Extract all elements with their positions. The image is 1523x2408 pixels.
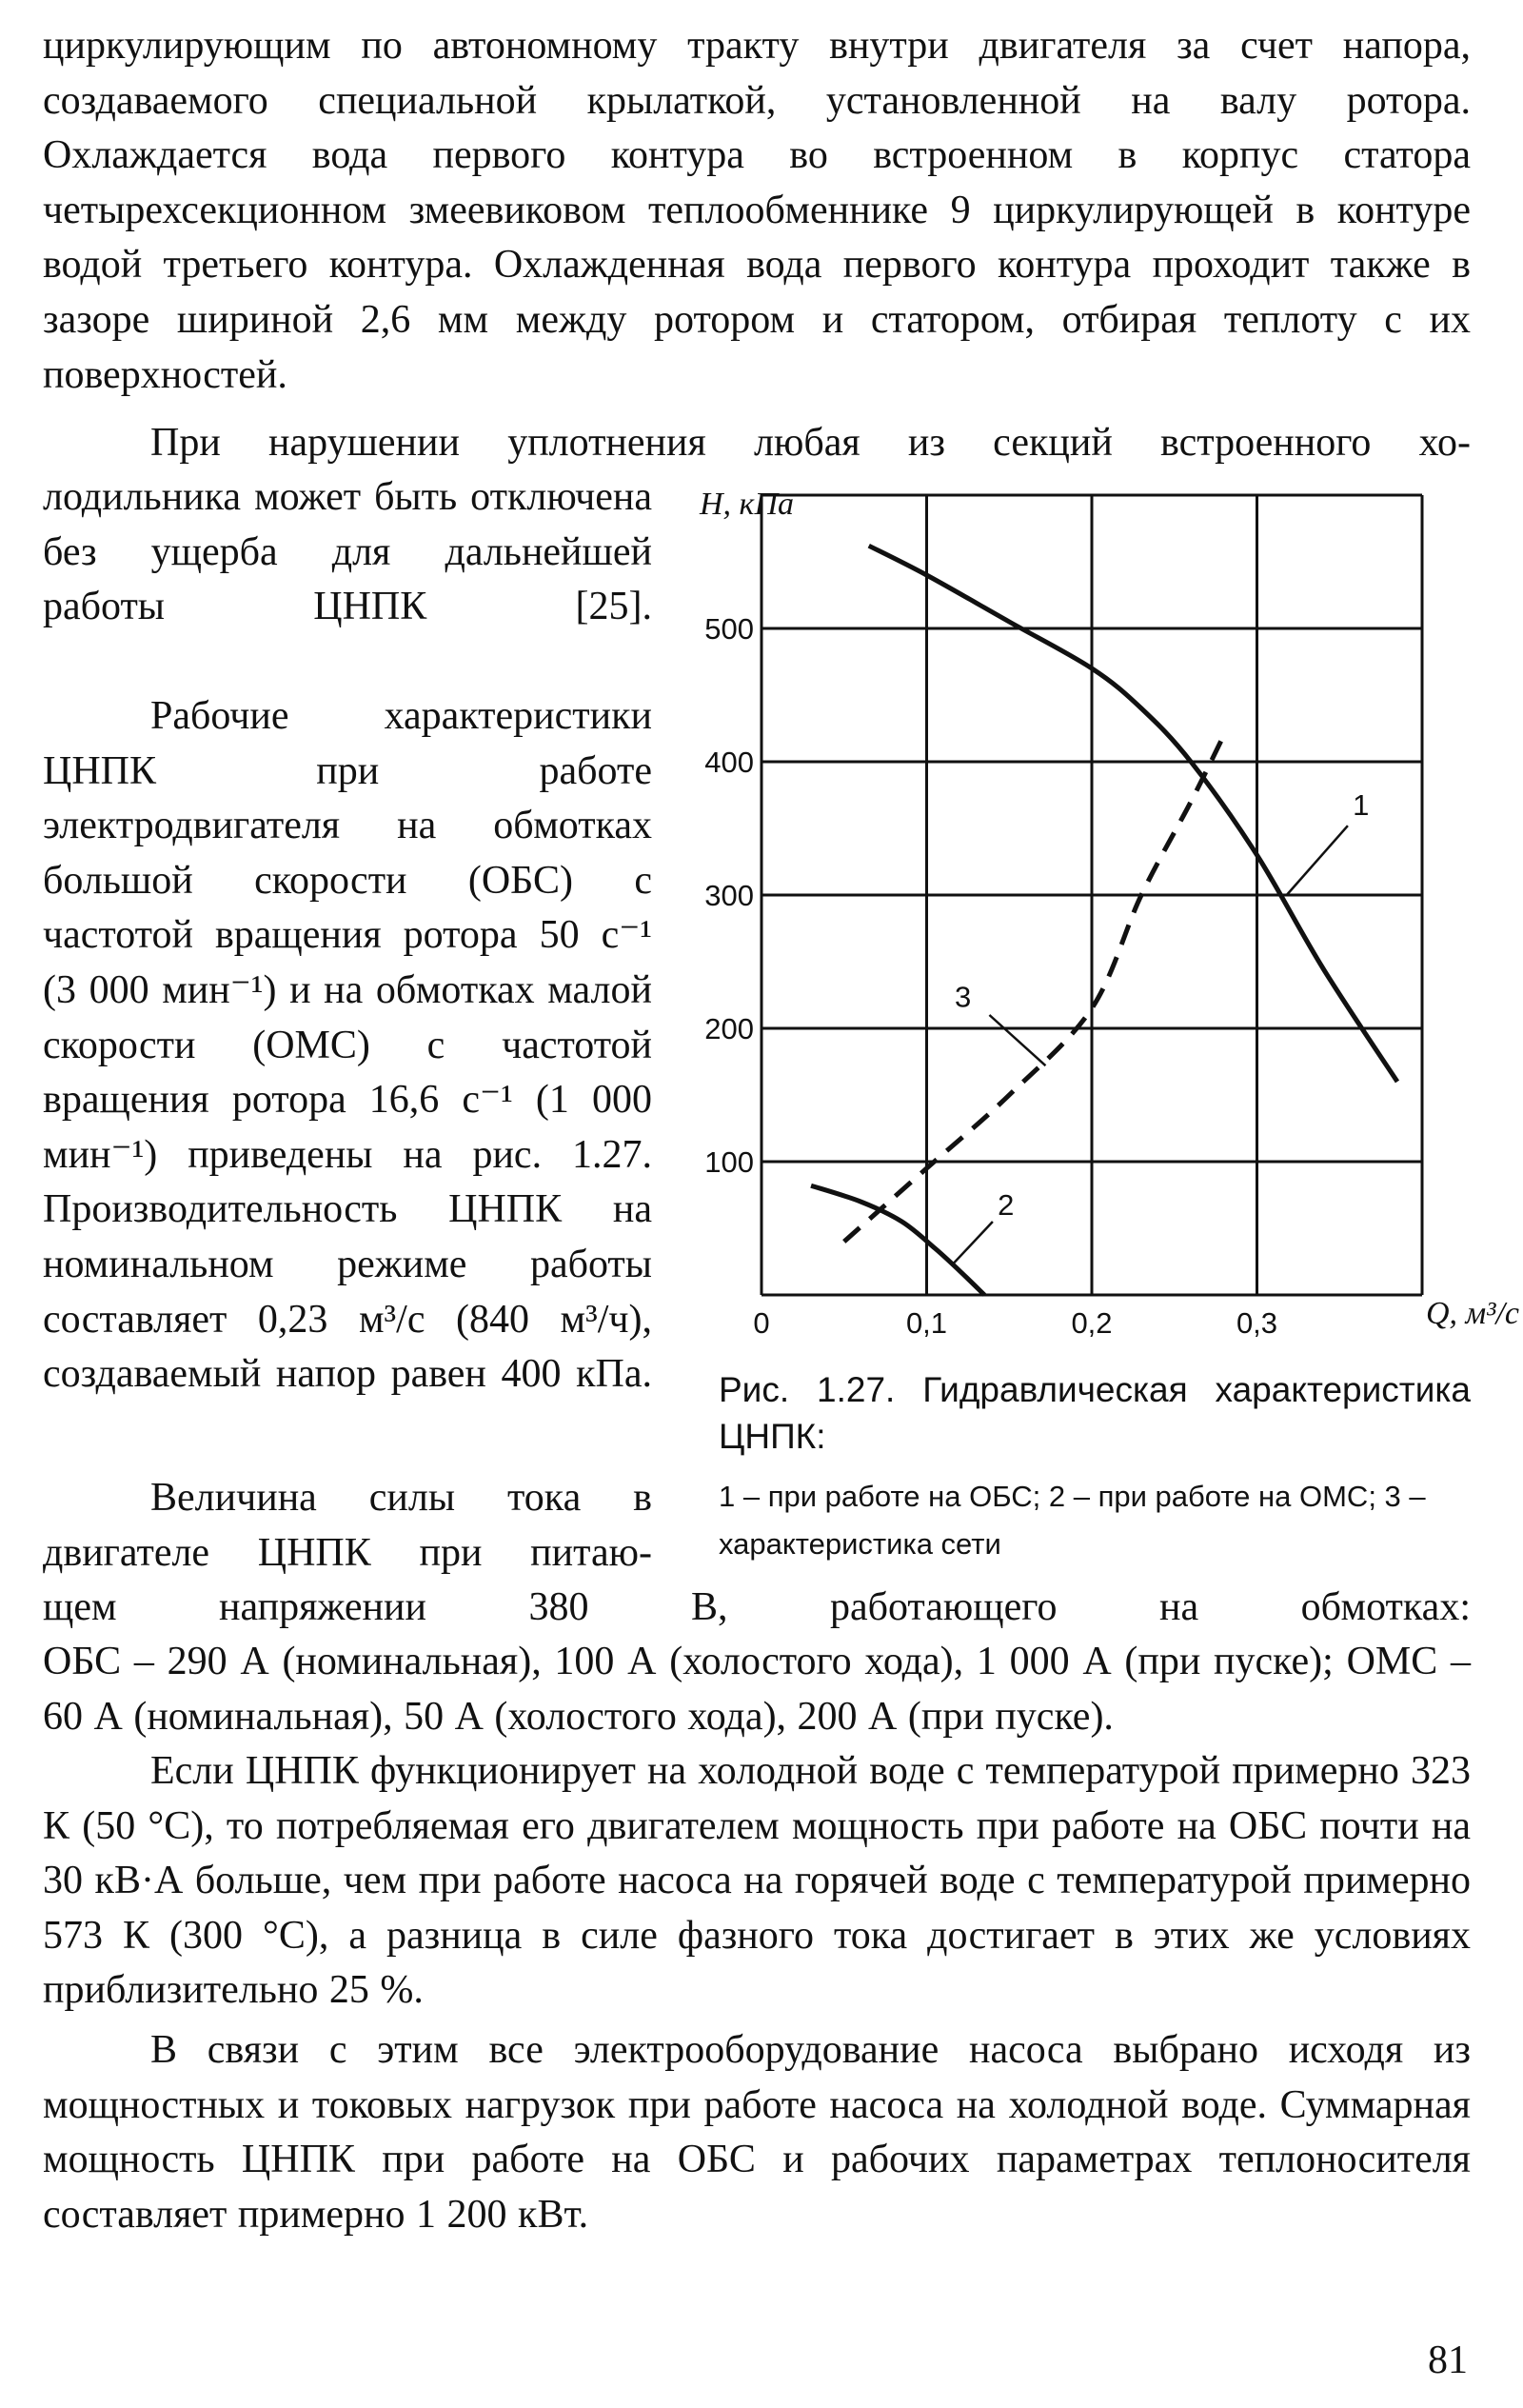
leader-line-2 [952,1222,993,1265]
x-axis-label: Q, м³/с [1426,1296,1519,1331]
figure-1-27 [666,481,1519,1385]
page-number: 81 [1428,2338,1468,2382]
curve-1 [869,546,1397,1082]
x-tick-label: 0,2 [1071,1306,1113,1340]
paragraph-current-values: ОБС – 290 А (номинальная), 100 А (холостого хода), 1 000 А (при пуске); ОМС – 60 А (номинальная), 50 А (холостого хода), 200 А (при пуске). [43,1640,1471,1739]
y-tick-label: 200 [704,1012,754,1045]
y-tick-label: 500 [704,612,754,646]
paragraph-characteristics [43,689,652,1403]
paragraph-conclusion: В связи с этим все электрооборудование насоса выбрано исходя из мощностных и токовых нагрузок при работе насоса на холодной воде. Суммарная мощность ЦНПК при работе на ОБС и рабочих параметрах теплоносителя составляет примерно 1 200 кВт. [43,2028,1471,2237]
x-tick-label: 0,3 [1236,1306,1278,1340]
curve-label-1: 1 [1353,788,1370,822]
y-axis-label: H, кПа [700,487,795,522]
x-tick-label: 0 [753,1306,770,1340]
curve-2 [811,1185,984,1295]
paragraph-cold-water: Если ЦНПК функционирует на холодной воде с температурой примерно 323 К (50 °С), то потребляемая его двигателем мощность при работе на ОБС почти на 30 кВ·А больше, чем при работе насоса на горячей воде с температурой примерно 573 К (300 °С), а разница в силе фазного тока достигает в этих же условиях приблизительно 25 %. [43,1749,1471,2013]
figure-caption [719,1366,1471,1568]
paragraph-characteristics-text: Рабочие характеристики ЦНПК при работе электродвигателя на обмотках большой скорости (ОБС) с частотой вращения ротора 50 с⁻¹ (3 000 мин⁻¹) и на обмотках малой скорости (ОМС) с частотой вращения ротора 16,6 с⁻¹ (1 000 мин⁻¹) приведены на рис. 1.27. Производительность ЦНПК на номинальном режиме работы составляет 0,23 м³/с (840 м³/ч), создаваемый напор равен 400 кПа. [43,694,652,1397]
paragraph-cooling: циркулирующим по автономному тракту внутри двигателя за счет напора, создаваемого специальной крылаткой, установленной на валу ротора. Охлаждается вода первого контура во встроенном в корпус статора четырехсекционном змеевиковом теплообменнике 9 циркулирующей в контуре водой третьего контура. Охлажденная вода первого контура проходит также в зазоре шириной 2,6 мм между ротором и статором, отбирая теплоту с их поверхностей. [43,24,1471,397]
y-tick-label: 100 [704,1145,754,1179]
caption-legend: 1 – при работе на ОБС; 2 – при работе на ОМС; 3 – характеристика сети [719,1480,1426,1561]
curve-label-3: 3 [954,980,972,1014]
caption-title: Рис. 1.27. Гидравлическая характеристика ЦНПК: [719,1370,1471,1456]
hydraulic-chart [666,481,1519,1385]
paragraph-seal-cont: лодильника может быть отключена без ущерба для дальнейшей работы ЦНПК [25]. [43,475,652,629]
x-tick-label: 0,1 [905,1306,948,1340]
y-tick-label: 400 [704,746,754,779]
y-tick-label: 300 [704,879,754,912]
paragraph-seal: При нарушении уплотнения любая из секций встроенного хо- [150,421,1471,465]
curve-3 [844,735,1224,1242]
leader-line-1 [1287,826,1348,895]
paragraph-current-cont: щем напряжении 380 В, работающего на обмотках: [43,1585,1471,1629]
paragraph-current: Величина силы тока в двигателе ЦНПК при питаю- [43,1476,652,1575]
leader-line-3 [989,1015,1045,1065]
curve-label-2: 2 [998,1188,1015,1222]
